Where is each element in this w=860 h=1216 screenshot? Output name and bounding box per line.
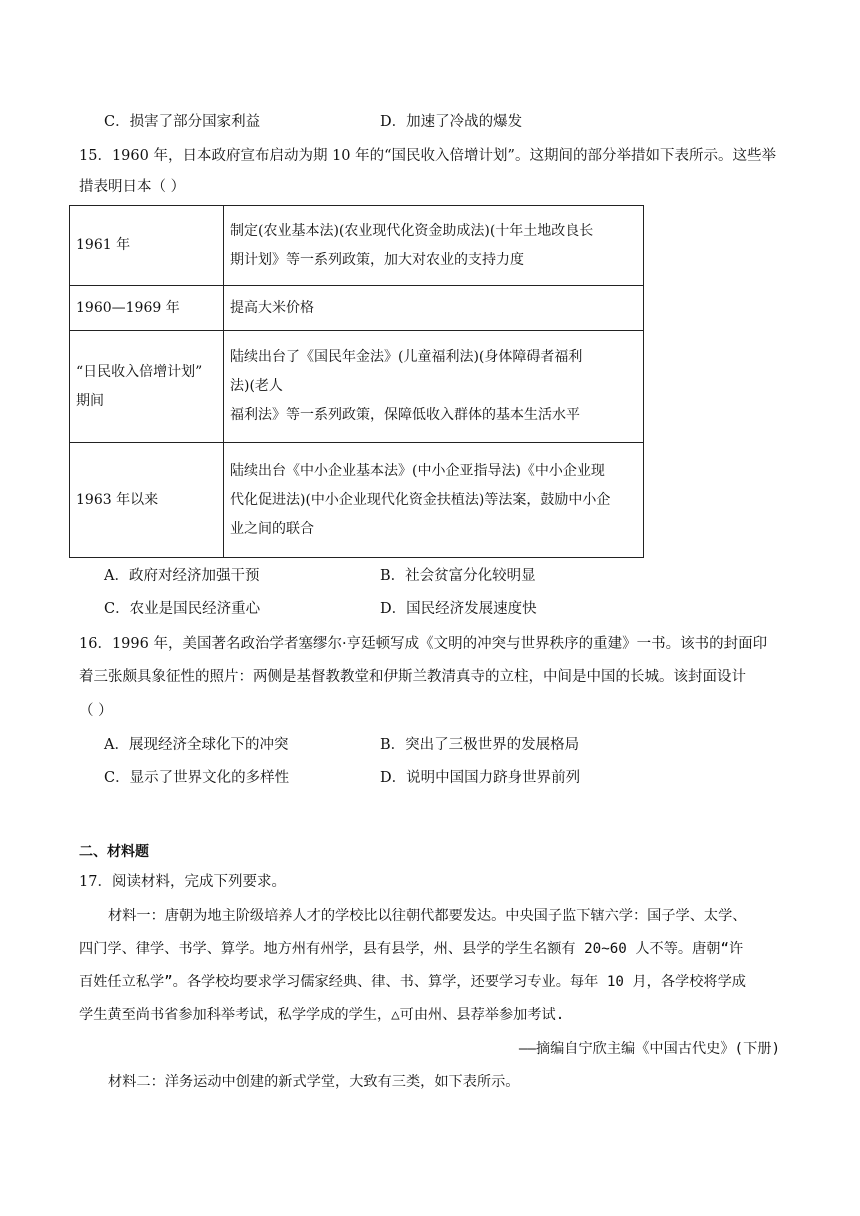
material1-line: 百姓任立私学”。各学校均要求学习儒家经典、律、书、算学，还要学习专业。每年 10 月，各学校将学成: [79, 974, 746, 990]
q15-stem-line1: 15．1960 年，日本政府宣布启动为期 10 年的“国民收入倍增计划”。这期间的部分举措如下表所示。这些举: [79, 148, 776, 164]
q14-option-c: C．损害了部分国家利益: [104, 114, 261, 130]
q16-stem-line2: 着三张颇具象征性的照片：两侧是基督教教堂和伊斯兰教清真寺的立柱，中间是中国的长城。该封面设计: [79, 669, 746, 685]
material1-line: 学生黄至尚书省参加科举考试，私学学成的学生，△可由州、县荐举参加考试.: [79, 1007, 565, 1023]
material1-source: ——摘编自宁欣主编《中国古代史》(下册): [518, 1041, 780, 1057]
q15-stem-line2: 措表明日本（ ）: [79, 179, 186, 195]
table-cell-measure: [224, 206, 644, 286]
table-cell-measure: [224, 286, 644, 331]
measure-line: 提高大米价格: [230, 299, 314, 316]
section-heading: 二、材料题: [79, 844, 149, 860]
q15-option-b: B．社会贫富分化较明显: [380, 568, 536, 584]
measure-line: 福利法》等一系列政策，保障低收入群体的基本生活水平: [230, 407, 580, 423]
table-row: [70, 443, 644, 558]
q16-stem-line3: （ ）: [79, 703, 113, 719]
q16-stem-line1: 16．1996 年，美国著名政治学者塞缪尔·亨廷顿写成《文明的冲突与世界秩序的重建》一书。该书的封面印: [79, 636, 768, 652]
table-cell-year: 1963 年以来: [70, 443, 224, 558]
measure-line: 陆续出台了《国民年金法》(儿童福利法)(身体障碍者福利: [230, 349, 583, 365]
measure-line: 法)(老人: [230, 378, 283, 394]
q16-option-b: B．突出了三极世界的发展格局: [380, 737, 580, 753]
q14-option-d: D．加速了冷战的爆发: [380, 114, 523, 130]
measure-line: 陆续出台《中小企业基本法》(中小企亚指导法)《中小企业现: [230, 462, 605, 479]
period-line: “日民收入倍增计划”: [76, 363, 203, 380]
table-cell-year: 1961 年: [70, 206, 224, 286]
q15-option-a: A．政府对经济加强干预: [104, 568, 260, 584]
q17-stem: 17．阅读材料，完成下列要求。: [79, 874, 286, 890]
measure-line: 制定(农业基本法)(农业现代化资金助成法)(十年土地改良长: [230, 222, 594, 239]
measure-line: 业之间的联合: [230, 520, 314, 537]
q16-option-a: A．展现经济全球化下的冲突: [104, 737, 289, 753]
q16-option-c: C．显示了世界文化的多样性: [104, 770, 290, 786]
q15-option-c: C．农业是国民经济重心: [104, 601, 261, 617]
table-cell-period: [70, 331, 224, 443]
q15-measures-table: [69, 205, 644, 558]
table-cell-year: 1960—1969 年: [70, 286, 224, 331]
table-cell-measure: [224, 331, 644, 443]
table-row: [70, 331, 644, 443]
period-line: 期间: [76, 392, 104, 409]
measure-line: 期计划》等一系列政策，加大对农业的支持力度: [230, 251, 524, 268]
q16-option-d: D．说明中国国力跻身世界前列: [380, 770, 581, 786]
material1-line: 材料一：唐朝为地主阶级培养人才的学校比以往朝代都要发达。中央国子监下辖六学：国子学、太学、: [108, 908, 747, 924]
table-row: [70, 206, 644, 286]
table-row: [70, 286, 644, 331]
material1-line: 四门学、律学、书学、算学。地方州有州学，县有县学，州、县学的学生名额有 20~60 人不等。唐朝“许: [79, 941, 744, 957]
table-cell-measure: [224, 443, 644, 558]
q15-option-d: D．国民经济发展速度快: [380, 601, 537, 617]
material2-intro: 材料二：洋务运动中创建的新式学堂，大致有三类，如下表所示。: [108, 1074, 520, 1090]
measure-line: 代化促进法)(中小企业现代化资金扶植法)等法案，鼓励中小企: [230, 491, 611, 508]
